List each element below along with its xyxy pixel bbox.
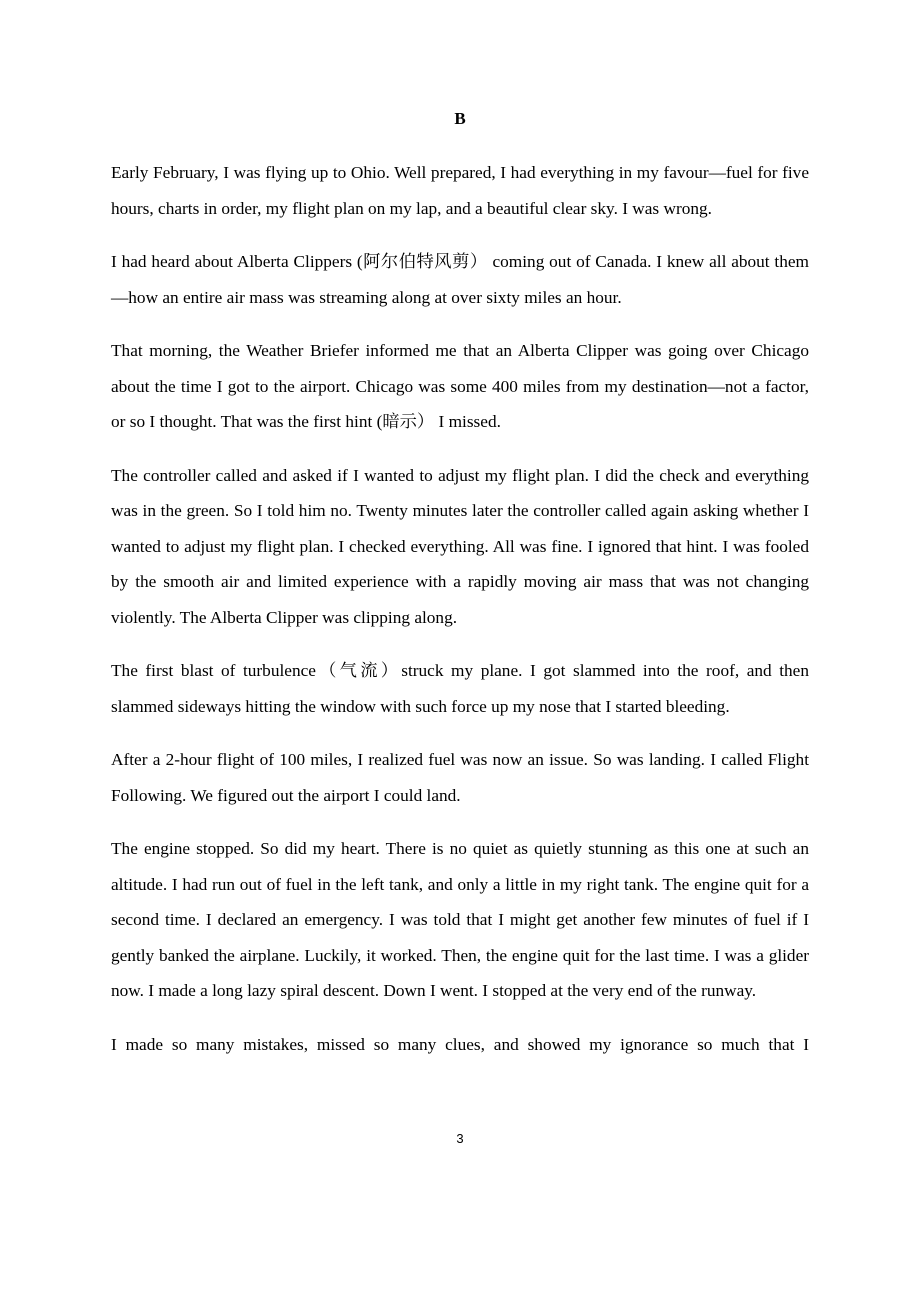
section-heading: B <box>454 109 466 128</box>
paragraph-8: I made so many mistakes, missed so many clues, and showed my ignorance so much that I <box>111 1034 809 1054</box>
passage-body <box>111 155 809 1080</box>
paragraph-4: The controller called and asked if I wanted to adjust my flight plan. I did the check and everything was in the green. So I told him no. Twenty minutes later the controller called again asking whether I wanted to adjust my flight plan. I checked everything. All was fine. I ignored that hint. I was fooled by the smooth air and limited experience with a rapidly moving air mass that was not changing violently. The Alberta Clipper was clipping along. <box>111 465 809 627</box>
paragraph-1: Early February, I was flying up to Ohio. Well prepared, I had everything in my favour—fuel for five hours, charts in order, my flight plan on my lap, and a beautiful clear sky. I was wrong. <box>111 163 809 218</box>
paragraph-5: The first blast of turbulence（气流）struck my plane. I got slammed into the roof, and then slammed sideways hitting the window with such force up my nose that I started bleeding. <box>111 661 809 716</box>
page-number: 3 <box>456 1131 464 1146</box>
paragraph-2: I had heard about Alberta Clippers (阿尔伯特风剪） coming out of Canada. I knew all about them—how an entire air mass was streaming along at over sixty miles an hour. <box>111 252 809 307</box>
paragraph-3: That morning, the Weather Briefer informed me that an Alberta Clipper was going over Chicago about the time I got to the airport. Chicago was some 400 miles from my destination—not a factor, or so I thought. That was the first hint (暗示） I missed. <box>111 341 809 431</box>
paragraph-6: After a 2-hour flight of 100 miles, I realized fuel was now an issue. So was landing. I called Flight Following. We figured out the airport I could land. <box>111 750 809 805</box>
paragraph-7: The engine stopped. So did my heart. There is no quiet as quietly stunning as this one at such an altitude. I had run out of fuel in the left tank, and only a little in my right tank. The engine quit for a second time. I declared an emergency. I was told that I might get another few minutes of fuel if I gently banked the airplane. Luckily, it worked. Then, the engine quit for the last time. I was a glider now. I made a long lazy spiral descent. Down I went. I stopped at the very end of the runway. <box>111 839 809 1000</box>
